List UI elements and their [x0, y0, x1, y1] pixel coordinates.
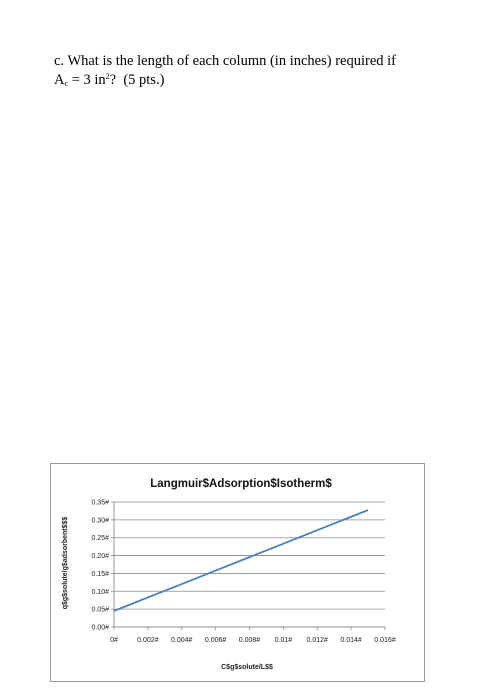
x-tick-label: 0.01#	[274, 637, 293, 644]
question-line-1	[54, 52, 454, 71]
y-tick-label: 0.20#	[91, 553, 109, 561]
x-axis-ticks	[110, 627, 396, 644]
series-line	[114, 510, 368, 611]
question-line-2	[54, 71, 454, 90]
y-tick-label: 0.05#	[91, 606, 109, 614]
y-tick-label: 0.25#	[91, 535, 109, 543]
question-points: (5 pts.)	[123, 72, 165, 88]
x-tick-label: 0.002#	[137, 637, 159, 644]
x-tick-label: 0.004#	[171, 637, 193, 644]
y-tick-label: 0.35#	[91, 499, 109, 507]
series-group	[114, 510, 368, 611]
chart-canvas	[51, 464, 426, 683]
y-axis-ticks	[91, 500, 114, 632]
x-axis-label: C$g$solute/L$$	[221, 664, 273, 671]
area-subscript: c	[64, 79, 69, 88]
x-tick-label: 0.016#	[374, 637, 396, 644]
y-tick-label: 0.10#	[91, 588, 109, 596]
x-tick-label: 0#	[110, 637, 118, 644]
question-part: c.	[54, 53, 65, 69]
langmuir-chart	[50, 463, 425, 682]
y-tick-label: 0.30#	[91, 517, 109, 525]
area-symbol: A	[54, 72, 65, 88]
x-tick-label: 0.012#	[306, 637, 328, 644]
area-equals: = 3 in	[71, 72, 106, 88]
question-text	[54, 52, 454, 90]
chart-title: Langmuir$Adsorption$Isotherm$	[150, 478, 332, 490]
axes	[114, 502, 385, 627]
y-axis-label: q$g$solute/g$adsorbent$$$	[62, 516, 69, 610]
y-tick-label: 0.00#	[91, 624, 109, 632]
area-exponent: 2	[105, 72, 110, 81]
x-tick-label: 0.014#	[340, 637, 362, 644]
y-tick-label: 0.15#	[91, 570, 109, 578]
area-end: ?	[109, 72, 117, 88]
x-tick-label: 0.006#	[204, 637, 227, 644]
x-tick-label: 0.008#	[238, 637, 261, 644]
gridlines	[114, 502, 385, 609]
question-prompt: What is the length of each column (in inches) required if	[67, 53, 396, 69]
